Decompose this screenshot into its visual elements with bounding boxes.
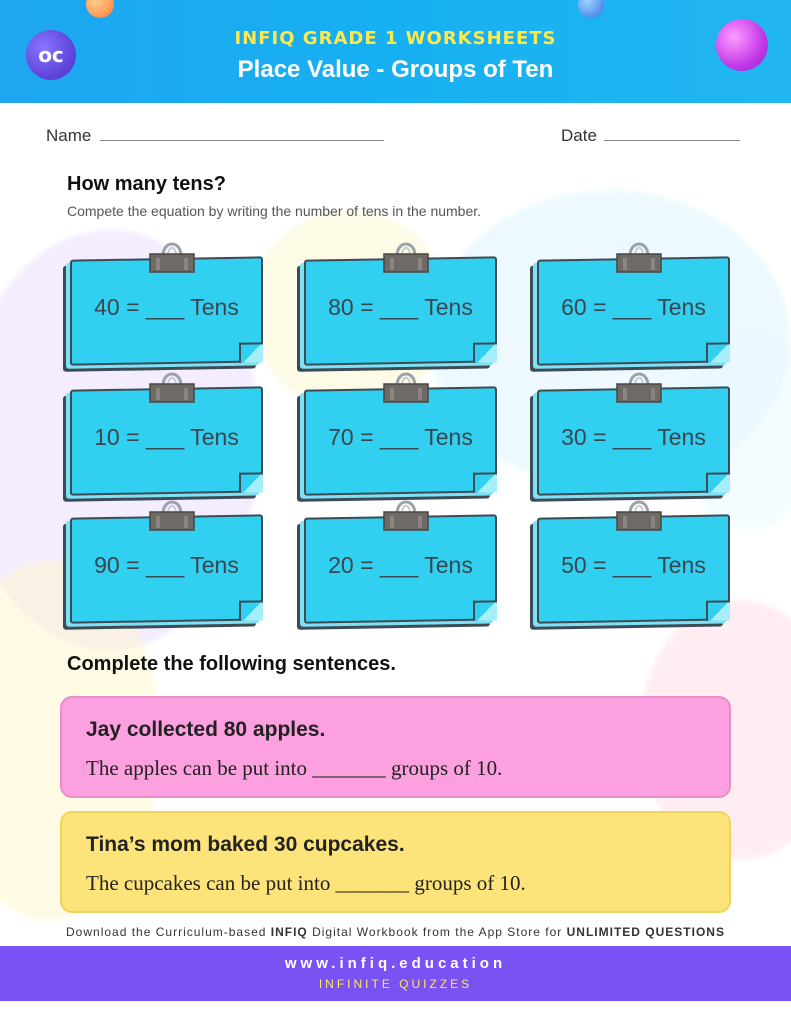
worksheet-title: Place Value - Groups of Ten bbox=[237, 56, 554, 83]
card-title: Tina’s mom baked 30 cupcakes. bbox=[86, 833, 405, 856]
header-supertitle: INFIQ GRADE 1 WORKSHEETS bbox=[234, 28, 557, 49]
note-equation[interactable]: 10 = ___ Tens bbox=[94, 424, 239, 450]
card-sentence[interactable]: The cupcakes can be put into _______ groups of 10. bbox=[86, 871, 526, 895]
promo-brand: INFIQ bbox=[270, 925, 308, 939]
header-banner bbox=[0, 0, 791, 103]
infiq-logo: oc bbox=[26, 30, 76, 80]
binder-clip-icon bbox=[613, 236, 665, 274]
sentence-card-cupcakes bbox=[60, 811, 731, 913]
note-equation[interactable]: 50 = ___ Tens bbox=[561, 552, 706, 578]
promo-text bbox=[0, 925, 791, 939]
footer-url-link[interactable]: www.infiq.education bbox=[284, 955, 507, 972]
tens-note-card bbox=[296, 366, 502, 494]
date-line[interactable] bbox=[604, 140, 740, 141]
binder-clip-icon bbox=[146, 494, 198, 532]
tens-note-card bbox=[62, 366, 268, 494]
tens-note-card bbox=[529, 366, 735, 494]
note-equation[interactable]: 20 = ___ Tens bbox=[328, 552, 473, 578]
note-equation[interactable]: 80 = ___ Tens bbox=[328, 294, 473, 320]
binder-clip-icon bbox=[613, 366, 665, 404]
binder-clip-icon bbox=[380, 236, 432, 274]
note-equation[interactable]: 60 = ___ Tens bbox=[561, 294, 706, 320]
binder-clip-icon bbox=[380, 366, 432, 404]
binder-clip-icon bbox=[146, 236, 198, 274]
promo-emphasis: UNLIMITED QUESTIONS bbox=[566, 925, 725, 939]
card-title: Jay collected 80 apples. bbox=[86, 718, 326, 741]
note-equation[interactable]: 30 = ___ Tens bbox=[561, 424, 706, 450]
binder-clip-icon bbox=[380, 494, 432, 532]
footer-tagline: INFINITE QUIZZES bbox=[318, 977, 473, 991]
tens-note-card bbox=[62, 236, 268, 364]
tens-note-card bbox=[62, 494, 268, 622]
sentence-card-apples bbox=[60, 696, 731, 798]
tens-note-card bbox=[296, 494, 502, 622]
note-equation[interactable]: 90 = ___ Tens bbox=[94, 552, 239, 578]
card-sentence[interactable]: The apples can be put into _______ groups of 10. bbox=[86, 756, 503, 780]
section-heading-tens: How many tens? bbox=[67, 173, 226, 195]
date-label: Date bbox=[561, 126, 597, 145]
note-equation[interactable]: 70 = ___ Tens bbox=[328, 424, 473, 450]
tens-note-card bbox=[529, 494, 735, 622]
promo-part: Digital Workbook from the App Store for bbox=[307, 925, 567, 939]
binder-clip-icon bbox=[613, 494, 665, 532]
name-line[interactable] bbox=[100, 140, 384, 141]
note-equation[interactable]: 40 = ___ Tens bbox=[94, 294, 239, 320]
name-label: Name bbox=[46, 126, 92, 145]
tens-note-card bbox=[529, 236, 735, 364]
promo-part: Download the Curriculum-based bbox=[66, 925, 271, 939]
section-instruction: Compete the equation by writing the number of tens in the number. bbox=[67, 203, 482, 219]
binder-clip-icon bbox=[146, 366, 198, 404]
section-heading-sentences: Complete the following sentences. bbox=[67, 653, 396, 675]
tens-note-card bbox=[296, 236, 502, 364]
